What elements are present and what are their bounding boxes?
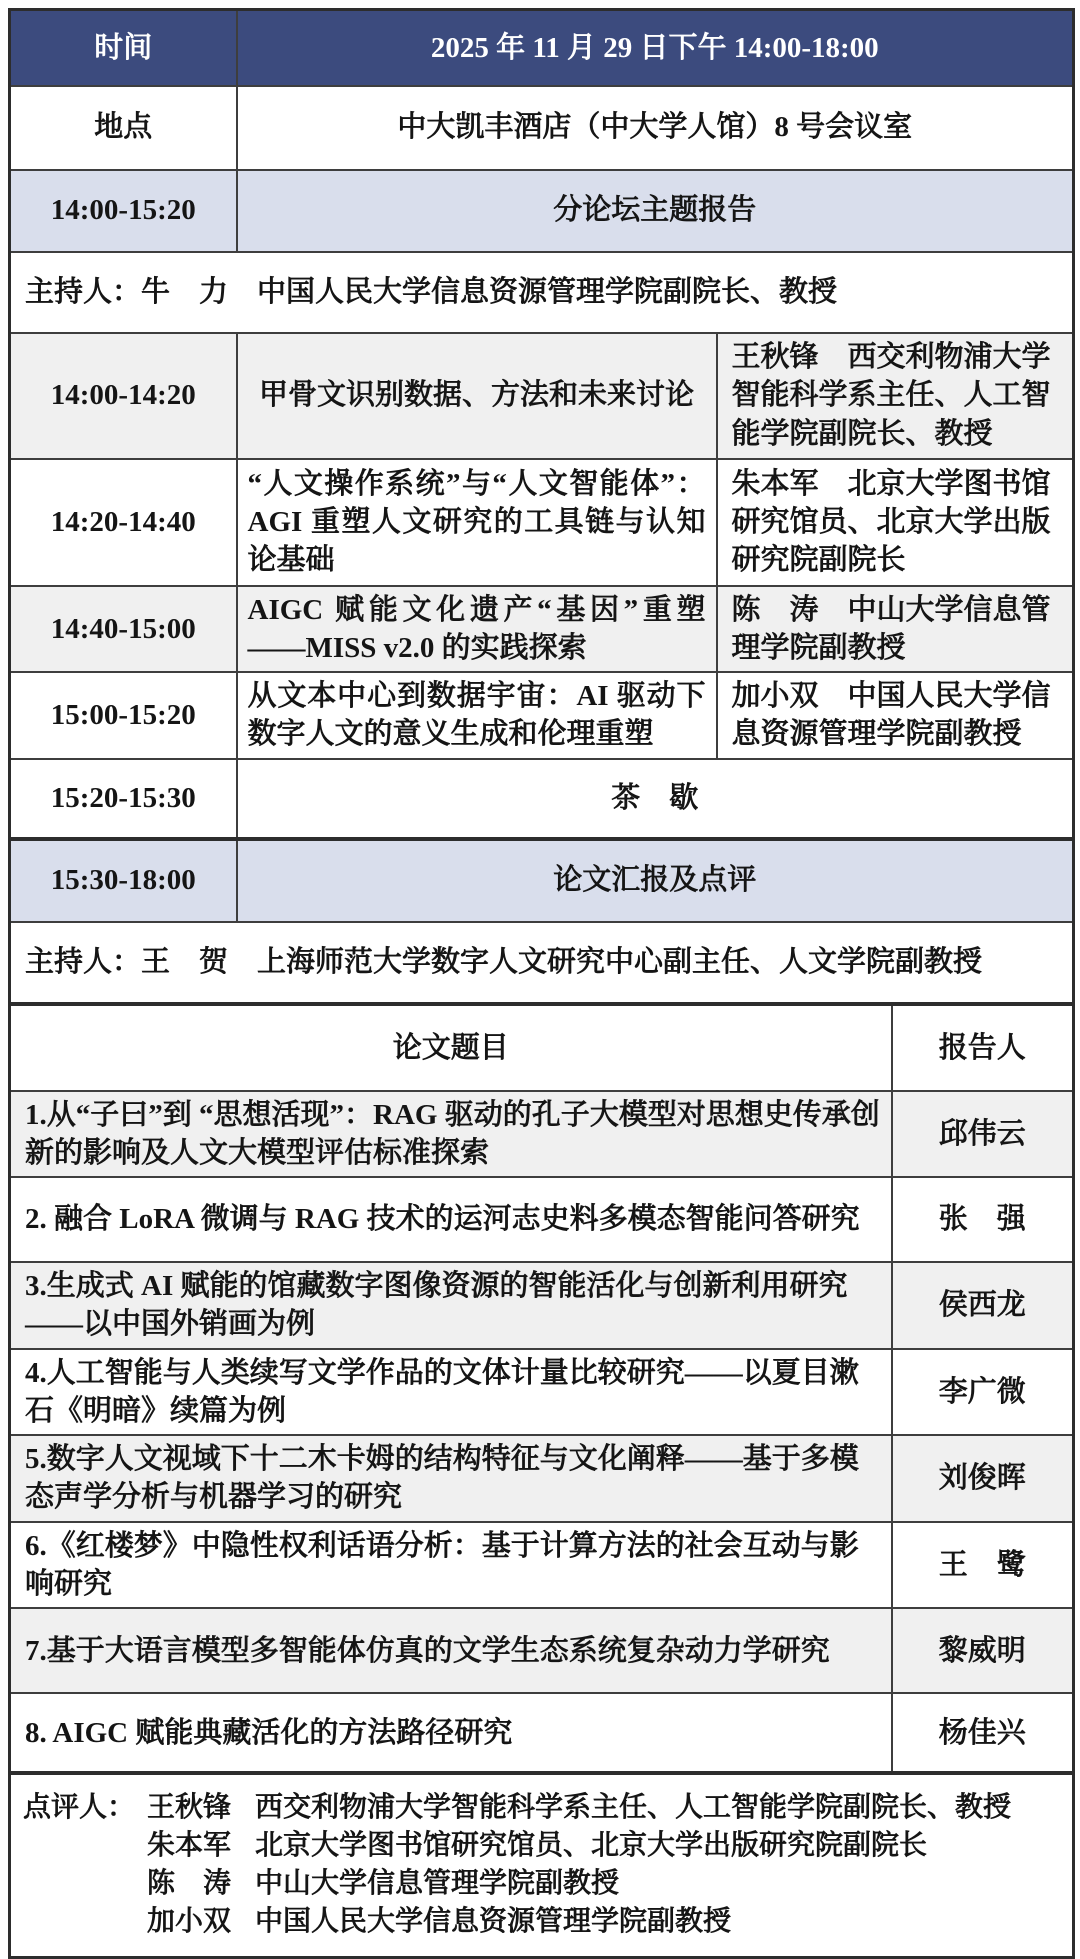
paper-title: 2. 融合 LoRA 微调与 RAG 技术的运河志史料多模态智能问答研究 xyxy=(10,1177,892,1262)
session2-title: 论文汇报及点评 xyxy=(237,839,1074,922)
paper-title: 8. AIGC 赋能典藏活化的方法路径研究 xyxy=(10,1693,892,1773)
session2-row xyxy=(10,839,1074,922)
time-column-header: 时间 xyxy=(10,10,237,86)
talk-speaker: 朱本军 北京大学图书馆研究馆员、北京大学出版研究院副院长 xyxy=(717,459,1074,586)
paper-title: 7.基于大语言模型多智能体仿真的文学生态系统复杂动力学研究 xyxy=(10,1608,892,1693)
venue-value: 中大凯丰酒店（中大学人馆）8 号会议室 xyxy=(237,86,1074,170)
paper-presenter: 邱伟云 xyxy=(892,1091,1074,1178)
talk-row xyxy=(10,672,1074,759)
presenter-column-header: 报告人 xyxy=(892,1005,1074,1091)
papers-header-row xyxy=(10,1005,1074,1091)
break-row xyxy=(10,759,1074,839)
session2-time: 15:30-18:00 xyxy=(10,839,237,922)
paper-presenter: 杨佳兴 xyxy=(892,1693,1074,1773)
reviewer-name: 王秋锋 xyxy=(147,1792,232,1824)
talk-time: 14:00-14:20 xyxy=(10,333,237,459)
break-title: 茶 歇 xyxy=(237,759,1074,839)
paper-presenter: 黎威明 xyxy=(892,1608,1074,1693)
session1-title: 分论坛主题报告 xyxy=(237,170,1074,252)
talk-title: 从文本中心到数据宇宙：AI 驱动下数字人文的意义生成和伦理重塑 xyxy=(237,672,717,759)
talk-title: AIGC 赋能文化遗产“基因”重塑——MISS v2.0 的实践探索 xyxy=(237,586,717,673)
paper-row xyxy=(10,1091,1074,1178)
paper-title: 3.生成式 AI 赋能的馆藏数字图像资源的智能活化与创新利用研究——以中国外销画为例 xyxy=(10,1262,892,1349)
talk-title: “人文操作系统”与“人文智能体”：AGI 重塑人文研究的工具链与认知论基础 xyxy=(237,459,717,586)
host2-row xyxy=(10,922,1074,1004)
schedule-header-row xyxy=(10,10,1074,86)
paper-title: 6.《红楼梦》中隐性权利话语分析：基于计算方法的社会互动与影响研究 xyxy=(10,1522,892,1609)
paper-presenter: 李广微 xyxy=(892,1349,1074,1436)
reviewer-line xyxy=(23,1865,1060,1903)
reviewer-line xyxy=(23,1903,1060,1941)
paper-presenter: 王 鹭 xyxy=(892,1522,1074,1609)
reviewer-affiliation: 北京大学图书馆研究馆员、北京大学出版研究院副院长 xyxy=(255,1830,928,1862)
talk-speaker: 王秋锋 西交利物浦大学智能科学系主任、人工智能学院副院长、教授 xyxy=(717,333,1074,459)
paper-title-column-header: 论文题目 xyxy=(10,1005,892,1091)
paper-presenter: 侯西龙 xyxy=(892,1262,1074,1349)
paper-presenter: 刘俊晖 xyxy=(892,1435,1074,1522)
paper-row xyxy=(10,1349,1074,1436)
paper-row xyxy=(10,1693,1074,1773)
talk-time: 14:40-15:00 xyxy=(10,586,237,673)
paper-title: 5.数字人文视域下十二木卡姆的结构特征与文化阐释——基于多模态声学分析与机器学习的研究 xyxy=(10,1435,892,1522)
paper-row xyxy=(10,1177,1074,1262)
reviewer-name: 加小双 xyxy=(147,1906,232,1938)
paper-title: 1.从“子曰”到 “思想活现”：RAG 驱动的孔子大模型对思想史传承创新的影响及人文大模型评估标准探索 xyxy=(10,1091,892,1178)
session1-row xyxy=(10,170,1074,252)
reviewer-affiliation: 中山大学信息管理学院副教授 xyxy=(255,1868,620,1900)
talk-speaker: 陈 涛 中山大学信息管理学院副教授 xyxy=(717,586,1074,673)
paper-row xyxy=(10,1522,1074,1609)
reviewer-affiliation: 西交利物浦大学智能科学系主任、人工智能学院副院长、教授 xyxy=(255,1792,1012,1824)
talk-time: 15:00-15:20 xyxy=(10,672,237,759)
venue-row xyxy=(10,86,1074,170)
paper-presenter: 张 强 xyxy=(892,1177,1074,1262)
reviewer-line xyxy=(23,1789,1060,1827)
session1-time: 14:00-15:20 xyxy=(10,170,237,252)
schedule-table xyxy=(8,8,1075,1005)
reviewers-block xyxy=(21,1779,1062,1951)
break-time: 15:20-15:30 xyxy=(10,759,237,839)
papers-table xyxy=(8,1003,1075,1958)
reviewer-affiliation: 中国人民大学信息资源管理学院副教授 xyxy=(255,1906,732,1938)
date-cell: 2025 年 11 月 29 日下午 14:00-18:00 xyxy=(237,10,1074,86)
paper-row xyxy=(10,1435,1074,1522)
host1-row xyxy=(10,252,1074,333)
reviewer-line xyxy=(23,1827,1060,1865)
talk-time: 14:20-14:40 xyxy=(10,459,237,586)
paper-row xyxy=(10,1608,1074,1693)
paper-row xyxy=(10,1262,1074,1349)
host1-text: 主持人：牛 力 中国人民大学信息资源管理学院副院长、教授 xyxy=(10,252,1074,333)
talk-title: 甲骨文识别数据、方法和未来讨论 xyxy=(237,333,717,459)
talk-row xyxy=(10,333,1074,459)
talk-speaker: 加小双 中国人民大学信息资源管理学院副教授 xyxy=(717,672,1074,759)
reviewer-name: 朱本军 xyxy=(147,1830,232,1862)
talk-row xyxy=(10,459,1074,586)
reviewer-name: 陈 涛 xyxy=(147,1868,232,1900)
paper-title: 4.人工智能与人类续写文学作品的文体计量比较研究——以夏目漱石《明暗》续篇为例 xyxy=(10,1349,892,1436)
reviewers-label: 点评人： xyxy=(23,1792,136,1824)
talk-row xyxy=(10,586,1074,673)
host2-text: 主持人：王 贺 上海师范大学数字人文研究中心副主任、人文学院副教授 xyxy=(10,922,1074,1004)
venue-label: 地点 xyxy=(10,86,237,170)
reviewers-row xyxy=(10,1773,1074,1957)
